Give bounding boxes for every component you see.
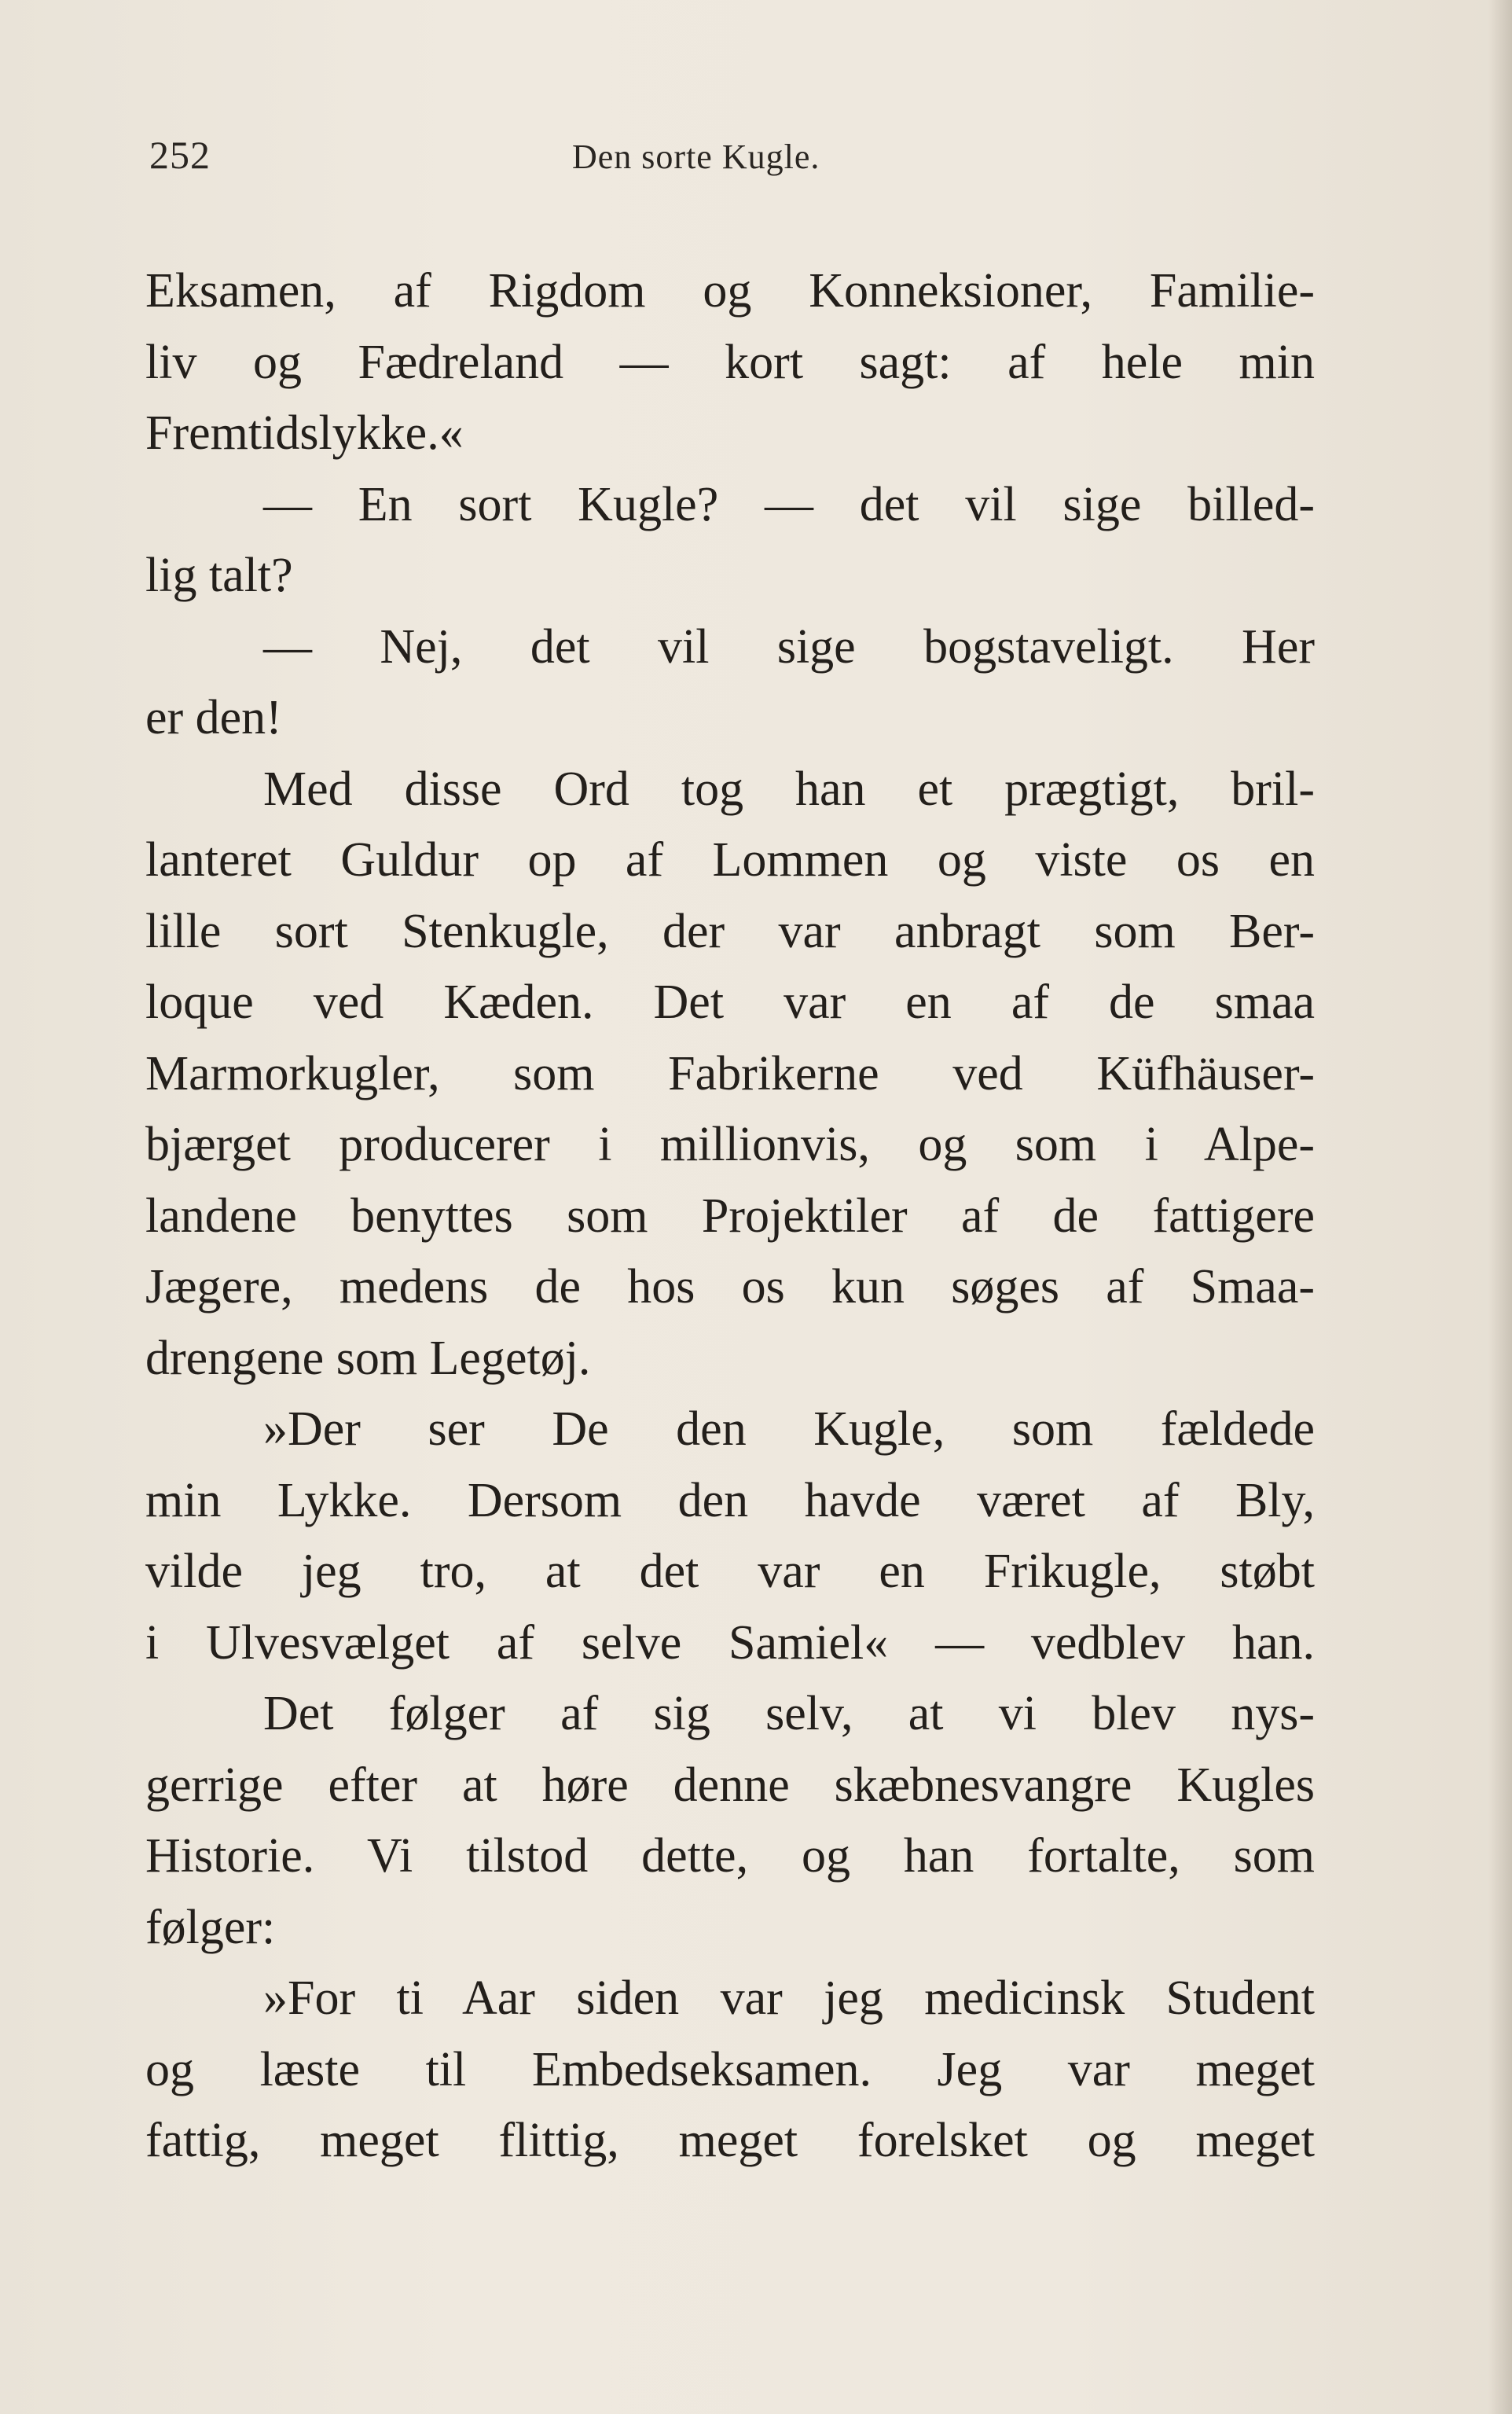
text-line: er den!	[145, 691, 282, 744]
page-number: 252	[149, 133, 211, 177]
text-line: vilde jeg tro, at det var en Frikugle, støbt	[145, 1545, 1315, 1598]
text-line: Fremtidslykke.«	[145, 406, 464, 460]
text-line: »For ti Aar siden var jeg medicinsk Student	[263, 1971, 1315, 2025]
text-line: i Ulvesvælget af selve Samiel« — vedblev han.	[145, 1615, 1315, 1670]
text-line: — En sort Kugle? — det vil sige billed-	[263, 477, 1315, 531]
text-line: loque ved Kæden. Det var en af de smaa	[145, 976, 1315, 1029]
text-line: landene benyttes som Projektiler af de fattigere	[145, 1189, 1315, 1243]
text-line: lig talt?	[145, 549, 293, 602]
text-line: Historie. Vi tilstod dette, og han fortalte, som	[145, 1829, 1315, 1883]
text-line: lille sort Stenkugle, der var anbragt som Ber-	[145, 904, 1315, 958]
text-line: Eksamen, af Rigdom og Konneksioner, Familie-	[145, 264, 1315, 318]
text-line: følger:	[145, 1900, 276, 1954]
text-line: og læste til Embedseksamen. Jeg var meget	[145, 2042, 1315, 2096]
text-line: Marmorkugler, som Fabrikerne ved Küfhäuser-	[145, 1046, 1315, 1100]
text-line: drengene som Legetøj.	[145, 1331, 591, 1385]
text-line: Med disse Ord tog han et prægtigt, bril-	[263, 762, 1315, 816]
body-text	[145, 255, 1315, 2177]
text-line: gerrige efter at høre denne skæbnesvangre Kugles	[145, 1758, 1315, 1812]
text-line: »Der ser De den Kugle, som fældede	[263, 1402, 1315, 1456]
page-header	[149, 132, 1328, 187]
text-line: — Nej, det vil sige bogstaveligt. Her	[263, 619, 1315, 674]
text-line: bjærget producerer i millionvis, og som i Alpe-	[145, 1118, 1315, 1171]
running-title: Den sorte Kugle.	[572, 138, 820, 176]
text-line: Det følger af sig selv, at vi blev nys-	[263, 1687, 1315, 1740]
text-line: lanteret Guldur op af Lommen og viste os en	[145, 833, 1315, 887]
text-line: fattig, meget flittig, meget forelsket og meget	[145, 2114, 1315, 2167]
page-edge-shadow	[1488, 0, 1512, 2414]
text-line: Jægere, medens de hos os kun søges af Smaa-	[145, 1260, 1315, 1314]
text-line: min Lykke. Dersom den havde været af Bly,	[145, 1473, 1315, 1527]
text-line: liv og Fædreland — kort sagt: af hele min	[145, 335, 1315, 389]
